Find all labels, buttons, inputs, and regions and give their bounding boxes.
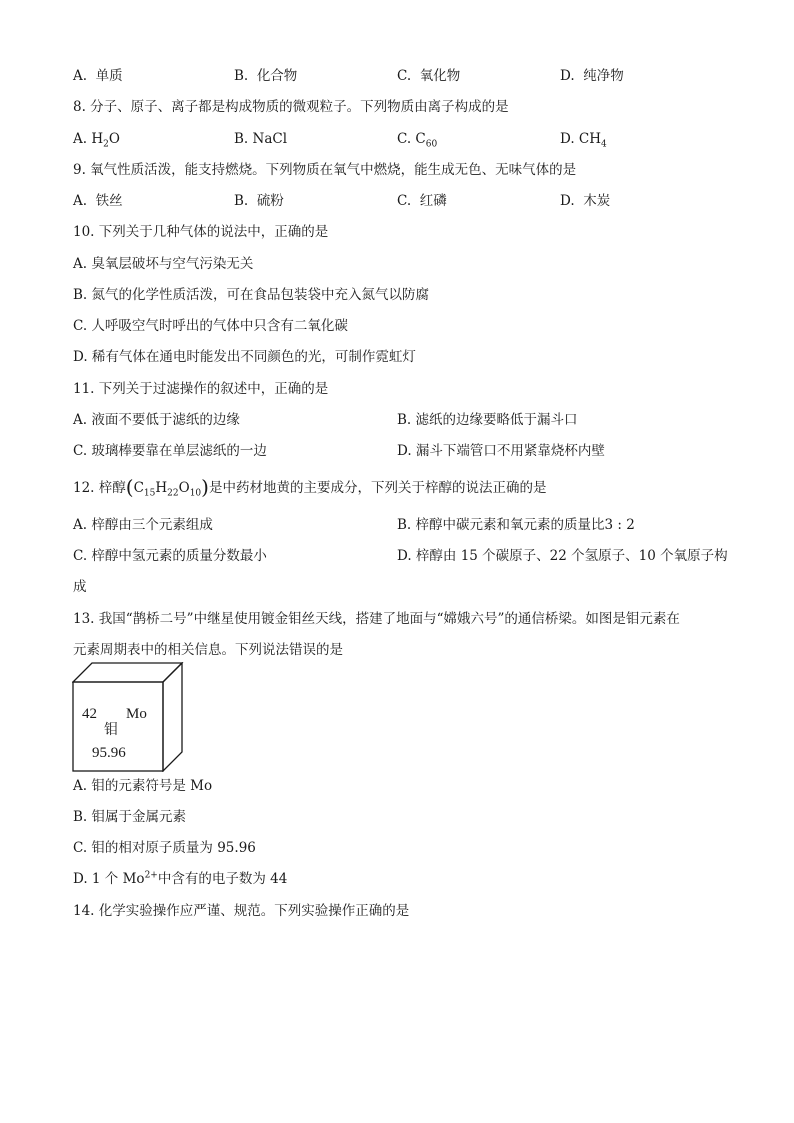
q13-option-c: C. 钼的相对原子质量为 95.96 [73,840,256,856]
q8-option-d: D. $CH_4$ [560,131,607,150]
q13-stem-line1: 13. 我国“鹊桥二号”中继星使用镀金钼丝天线，搭建了地面与“嫦娥六号”的通信桥梁。如图是钼元素在 [73,611,680,627]
q9-option-a: A. 铁丝 [73,193,123,209]
q12-stem: 12. 梓醇$(C_{15}H_{22}O_{10})$是中药材地黄的主要成分，下列关于梓醇的说法正确的是 [73,475,547,499]
atomic-mass: 95.96 [92,745,126,761]
q12-option-a: A. 梓醇由三个元素组成 [73,517,213,533]
element-symbol: Mo [126,706,147,722]
q10-option-a: A. 臭氧层破坏与空气污染无关 [73,256,254,272]
q8-stem: 8. 分子、原子、离子都是构成物质的微观粒子。下列物质由离子构成的是 [73,99,509,115]
q12-formula: $C_{15}H_{22}O_{10}$ [133,480,202,499]
q13-option-b: B. 钼属于金属元素 [73,809,187,825]
q8-option-a: A. $H_2O$ [73,131,120,150]
q8-option-c: C. $C_{60}$ [397,131,438,150]
q11-option-b: B. 滤纸的边缘要略低于漏斗口 [397,412,578,428]
q7-option-d: D. 纯净物 [560,68,624,84]
q11-option-c: C. 玻璃棒要靠在单层滤纸的一边 [73,443,267,459]
element-name: 钼 [104,722,118,738]
q13-option-d: D. 1 个 $Mo^{2+}$中含有的电子数为 44 [73,870,288,887]
q7-option-b: B. 化合物 [234,68,298,84]
q12-option-b: B. 梓醇中碳元素和氧元素的质量比3 : 2 [397,517,635,533]
q14-stem: 14. 化学实验操作应严谨、规范。下列实验操作正确的是 [73,903,410,919]
q11-option-a: A. 液面不要低于滤纸的边缘 [73,412,240,428]
q9-option-b: B. 硫粉 [234,193,284,209]
q7-option-a: A. 单质 [73,68,123,84]
q12-option-d: D. 梓醇由 15 个碳原子、22 个氢原子、10 个氧原子构 [397,548,728,564]
q10-option-c: C. 人呼吸空气时呼出的气体中只含有二氧化碳 [73,318,348,334]
q12-option-d-wrap: 成 [73,579,87,595]
q11-option-d: D. 漏斗下端管口不用紧靠烧杯内壁 [397,443,605,459]
q13-stem-line2: 元素周期表中的相关信息。下列说法错误的是 [73,642,343,658]
q10-option-b: B. 氮气的化学性质活泼，可在食品包装袋中充入氮气以防腐 [73,287,430,303]
q13-option-a: A. 钼的元素符号是 Mo [73,778,213,794]
q7-option-c: C. 氧化物 [397,68,461,84]
element-tile-figure [72,662,184,772]
q9-option-c: C. 红磷 [397,193,447,209]
q9-stem: 9. 氧气性质活泼，能支持燃烧。下列物质在氧气中燃烧，能生成无色、无味气体的是 [73,162,577,178]
q12-option-c: C. 梓醇中氢元素的质量分数最小 [73,548,267,564]
q10-option-d: D. 稀有气体在通电时能发出不同颜色的光，可制作霓虹灯 [73,349,416,365]
q11-stem: 11. 下列关于过滤操作的叙述中，正确的是 [73,381,329,397]
q8-option-b: B. NaCl [234,131,288,147]
q9-option-d: D. 木炭 [560,193,611,209]
q10-stem: 10. 下列关于几种气体的说法中，正确的是 [73,224,329,240]
atomic-number: 42 [82,706,97,722]
